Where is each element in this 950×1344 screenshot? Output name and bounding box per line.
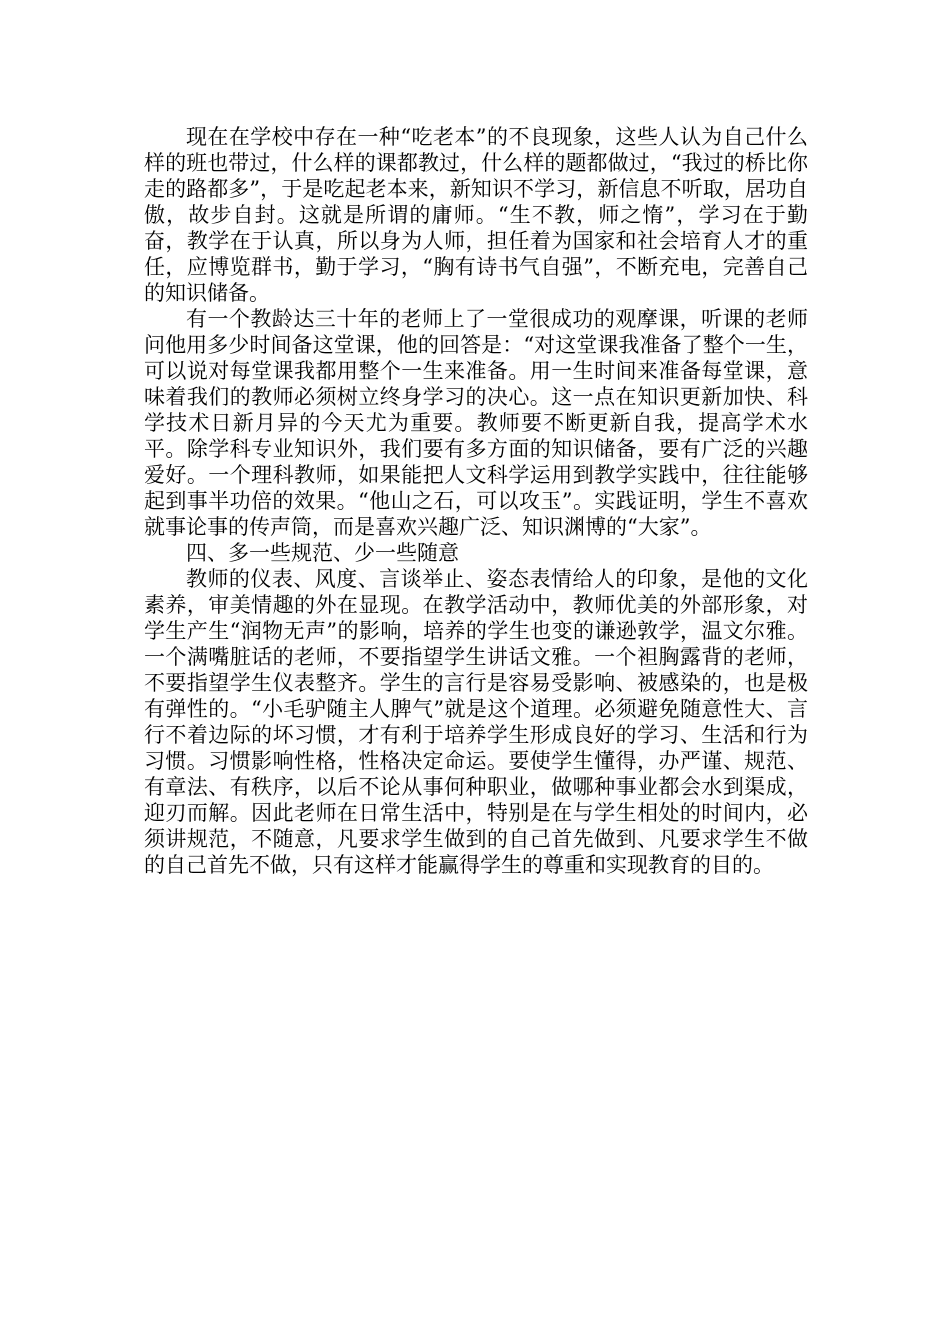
paragraph-2: 有一个教龄达三十年的老师上了一堂很成功的观摩课，听课的老师问他用多少时间备这堂课，他的回答是：“对这堂课我准备了整个一生，可以说对每堂课我都用整个一生来准备。用一生时间来准备每堂课，意味着我们的教师必须树立终身学习的决心。这一点在知识更新加快、科学技术日新月异的今天尤为重要。教师要不断更新自我，提高学术水平。除学科专业知识外，我们要有多方面的知识储备，要有广泛的兴趣爱好。一个理科教师，如果能把人文科学运用到教学实践中，往往能够起到事半功倍的效果。“他山之石，可以攻玉”。实践证明，学生不喜欢就事论事的传声筒，而是喜欢兴趣广泛、知识渊博的“大家”。 [144, 307, 808, 539]
section-heading: 四、多一些规范、少一些随意 [186, 541, 459, 565]
paragraph-1: 现在在学校中存在一种“吃老本”的不良现象，这些人认为自己什么样的班也带过，什么样的课都教过，什么样的题都做过，“我过的桥比你走的路都多”，于是吃起老本来，新知识不学习，新信息不听取，居功自傲，故步自封。这就是所谓的庸师。“生不教，师之惰”，学习在于勤奋，教学在于认真，所以身为人师，担任着为国家和社会培育人才的重任，应博览群书，勤于学习，“胸有诗书气自强”，不断充电，完善自己的知识储备。 [144, 125, 808, 305]
paragraph-3: 教师的仪表、风度、言谈举止、姿态表情给人的印象，是他的文化素养，审美情趣的外在显现。在教学活动中，教师优美的外部形象，对学生产生“润物无声”的影响，培养的学生也变的谦逊敦学，温文尔雅。一个满嘴脏话的老师，不要指望学生讲话文雅。一个袒胸露背的老师，不要指望学生仪表整齐。学生的言行是容易受影响、被感染的，也是极有弹性的。“小毛驴随主人脾气”就是这个道理。必须避免随意性大、言行不着边际的坏习惯，才有利于培养学生形成良好的学习、生活和行为习惯。习惯影响性格，性格决定命运。要使学生懂得，办严谨、规范、有章法、有秩序，以后不论从事何种职业，做哪种事业都会水到渠成，迎刃而解。因此老师在日常生活中，特别是在与学生相处的时间内，必须讲规范，不随意，凡要求学生做到的自己首先做到、凡要求学生不做的自己首先不做，只有这样才能赢得学生的尊重和实现教育的目的。 [144, 567, 808, 877]
document-page [144, 124, 808, 878]
